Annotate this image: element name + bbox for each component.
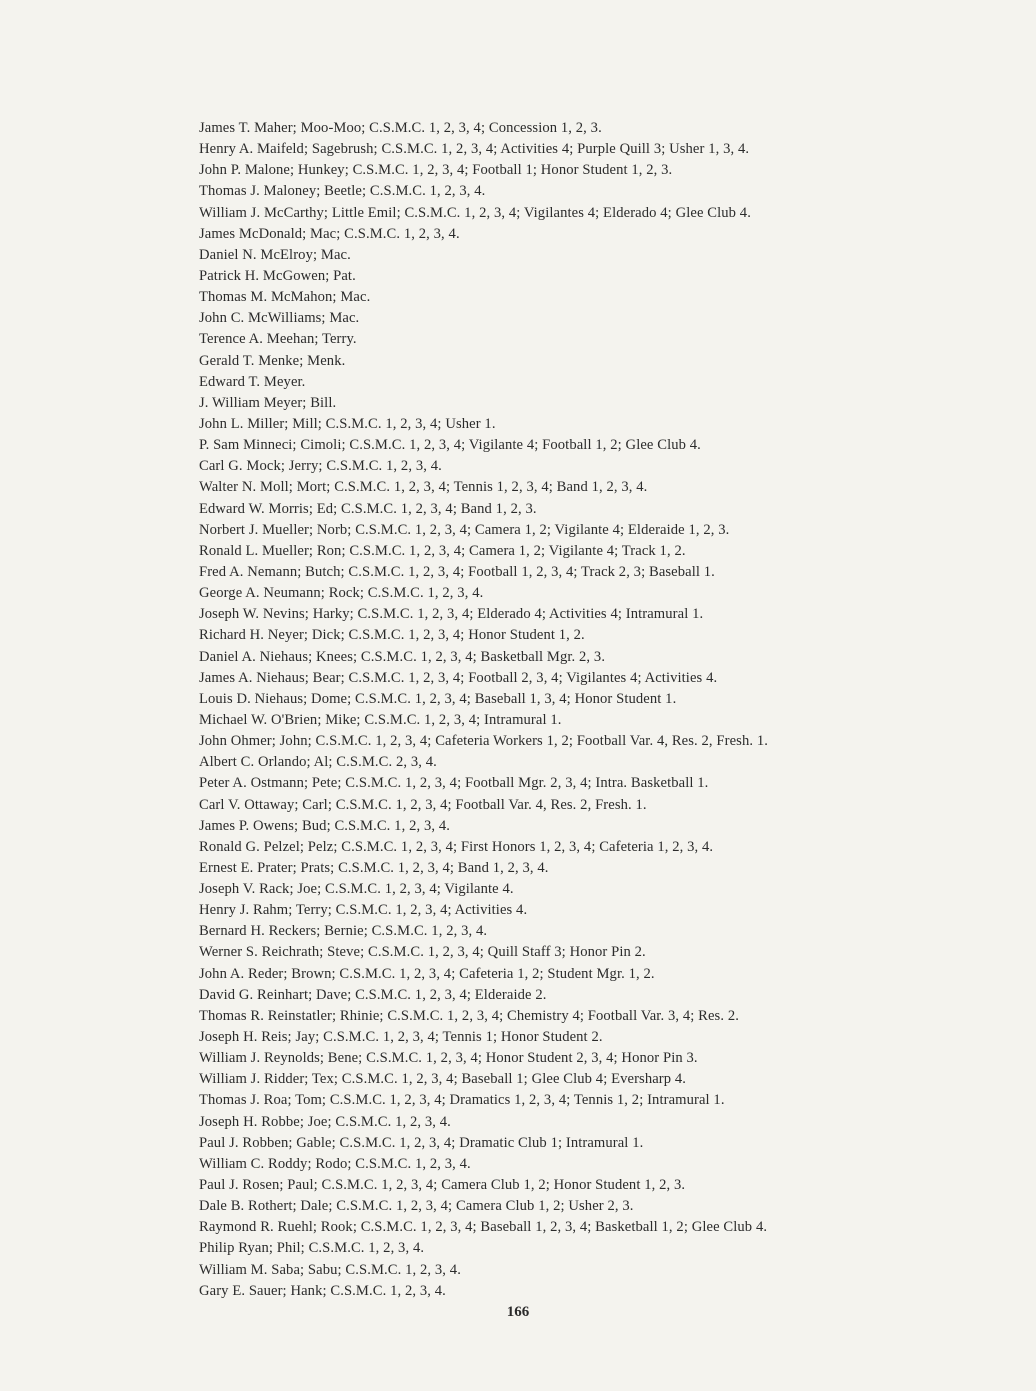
directory-entry: Joseph H. Robbe; Joe; C.S.M.C. 1, 2, 3, 4. [199, 1113, 451, 1130]
directory-entry: Richard H. Neyer; Dick; C.S.M.C. 1, 2, 3, 4; Honor Student 1, 2. [199, 627, 585, 644]
directory-entry: William M. Saba; Sabu; C.S.M.C. 1, 2, 3, 4. [199, 1261, 461, 1278]
directory-entry: Gary E. Sauer; Hank; C.S.M.C. 1, 2, 3, 4. [199, 1282, 446, 1299]
directory-entry: Fred A. Nemann; Butch; C.S.M.C. 1, 2, 3, 4; Football 1, 2, 3, 4; Track 2, 3; Baseball 1. [199, 563, 715, 580]
directory-entry: William J. McCarthy; Little Emil; C.S.M.C. 1, 2, 3, 4; Vigilantes 4; Elderado 4; Glee Club 4. [199, 204, 751, 221]
directory-entry: Louis D. Niehaus; Dome; C.S.M.C. 1, 2, 3, 4; Baseball 1, 3, 4; Honor Student 1. [199, 690, 677, 707]
directory-entry: P. Sam Minneci; Cimoli; C.S.M.C. 1, 2, 3, 4; Vigilante 4; Football 1, 2; Glee Club 4. [199, 437, 701, 454]
directory-entry: Joseph H. Reis; Jay; C.S.M.C. 1, 2, 3, 4; Tennis 1; Honor Student 2. [199, 1029, 603, 1046]
directory-entry: Daniel A. Niehaus; Knees; C.S.M.C. 1, 2, 3, 4; Basketball Mgr. 2, 3. [199, 648, 606, 665]
directory-entry: David G. Reinhart; Dave; C.S.M.C. 1, 2, 3, 4; Elderaide 2. [199, 986, 547, 1003]
directory-entry: Ronald L. Mueller; Ron; C.S.M.C. 1, 2, 3, 4; Camera 1, 2; Vigilante 4; Track 1, 2. [199, 542, 686, 559]
directory-entry: Paul J. Rosen; Paul; C.S.M.C. 1, 2, 3, 4; Camera Club 1, 2; Honor Student 1, 2, 3. [199, 1177, 686, 1194]
directory-entry: George A. Neumann; Rock; C.S.M.C. 1, 2, 3, 4. [199, 585, 484, 602]
directory-entry: Patrick H. McGowen; Pat. [199, 267, 356, 284]
directory-entry: Edward W. Morris; Ed; C.S.M.C. 1, 2, 3, 4; Band 1, 2, 3. [199, 500, 537, 517]
directory-entry: Edward T. Meyer. [199, 373, 306, 390]
directory-entry: Philip Ryan; Phil; C.S.M.C. 1, 2, 3, 4. [199, 1240, 425, 1257]
directory-entry: J. William Meyer; Bill. [199, 394, 337, 411]
directory-entry: Dale B. Rothert; Dale; C.S.M.C. 1, 2, 3, 4; Camera Club 1, 2; Usher 2, 3. [199, 1198, 634, 1215]
directory-entry: James McDonald; Mac; C.S.M.C. 1, 2, 3, 4. [199, 225, 460, 242]
directory-entry: Joseph V. Rack; Joe; C.S.M.C. 1, 2, 3, 4; Vigilante 4. [199, 881, 514, 898]
directory-entry: John Ohmer; John; C.S.M.C. 1, 2, 3, 4; Cafeteria Workers 1, 2; Football Var. 4, Res. 2, Fresh. 1. [199, 733, 769, 750]
senior-directory-list [199, 118, 989, 1302]
directory-entry: Peter A. Ostmann; Pete; C.S.M.C. 1, 2, 3, 4; Football Mgr. 2, 3, 4; Intra. Basketball 1. [199, 775, 709, 792]
directory-entry: Henry J. Rahm; Terry; C.S.M.C. 1, 2, 3, 4; Activities 4. [199, 902, 528, 919]
directory-entry: John C. McWilliams; Mac. [199, 310, 360, 327]
directory-entry: Albert C. Orlando; Al; C.S.M.C. 2, 3, 4. [199, 754, 437, 771]
directory-entry: Joseph W. Nevins; Harky; C.S.M.C. 1, 2, 3, 4; Elderado 4; Activities 4; Intramural 1. [199, 606, 704, 623]
directory-entry: Bernard H. Reckers; Bernie; C.S.M.C. 1, 2, 3, 4. [199, 923, 488, 940]
directory-entry: Carl G. Mock; Jerry; C.S.M.C. 1, 2, 3, 4. [199, 458, 442, 475]
directory-entry: James T. Maher; Moo-Moo; C.S.M.C. 1, 2, 3, 4; Concession 1, 2, 3. [199, 120, 602, 136]
directory-entry: Thomas J. Maloney; Beetle; C.S.M.C. 1, 2, 3, 4. [199, 183, 486, 200]
directory-entry: Ronald G. Pelzel; Pelz; C.S.M.C. 1, 2, 3, 4; First Honors 1, 2, 3, 4; Cafeteria 1, 2, 3, 4. [199, 838, 714, 855]
directory-entry: Michael W. O'Brien; Mike; C.S.M.C. 1, 2, 3, 4; Intramural 1. [199, 711, 562, 728]
directory-entry: Norbert J. Mueller; Norb; C.S.M.C. 1, 2, 3, 4; Camera 1, 2; Vigilante 4; Elderaide 1, 2, 3. [199, 521, 730, 538]
directory-entry: William J. Ridder; Tex; C.S.M.C. 1, 2, 3, 4; Baseball 1; Glee Club 4; Eversharp 4. [199, 1071, 687, 1088]
directory-entry: Werner S. Reichrath; Steve; C.S.M.C. 1, 2, 3, 4; Quill Staff 3; Honor Pin 2. [199, 944, 646, 961]
directory-entry: Raymond R. Ruehl; Rook; C.S.M.C. 1, 2, 3, 4; Baseball 1, 2, 3, 4; Basketball 1, 2; Glee Club 4. [199, 1219, 768, 1236]
directory-entry: William C. Roddy; Rodo; C.S.M.C. 1, 2, 3, 4. [199, 1155, 471, 1172]
directory-entry: Thomas M. McMahon; Mac. [199, 289, 371, 306]
directory-entry: Thomas R. Reinstatler; Rhinie; C.S.M.C. 1, 2, 3, 4; Chemistry 4; Football Var. 3, 4; Res. 2. [199, 1007, 739, 1024]
directory-entry: Terence A. Meehan; Terry. [199, 331, 357, 348]
directory-entry: John P. Malone; Hunkey; C.S.M.C. 1, 2, 3, 4; Football 1; Honor Student 1, 2, 3. [199, 162, 673, 179]
directory-entry: Daniel N. McElroy; Mac. [199, 246, 351, 263]
directory-entry: James A. Niehaus; Bear; C.S.M.C. 1, 2, 3, 4; Football 2, 3, 4; Vigilantes 4; Activities 4. [199, 669, 718, 686]
directory-entry: James P. Owens; Bud; C.S.M.C. 1, 2, 3, 4. [199, 817, 451, 834]
directory-entry: Henry A. Maifeld; Sagebrush; C.S.M.C. 1, 2, 3, 4; Activities 4; Purple Quill 3; Usher 1, 3, 4. [199, 141, 750, 158]
directory-entry: John L. Miller; Mill; C.S.M.C. 1, 2, 3, 4; Usher 1. [199, 415, 496, 432]
directory-entry: Carl V. Ottaway; Carl; C.S.M.C. 1, 2, 3, 4; Football Var. 4, Res. 2, Fresh. 1. [199, 796, 647, 813]
directory-entry: Ernest E. Prater; Prats; C.S.M.C. 1, 2, 3, 4; Band 1, 2, 3, 4. [199, 859, 549, 876]
directory-entry: Thomas J. Roa; Tom; C.S.M.C. 1, 2, 3, 4; Dramatics 1, 2, 3, 4; Tennis 1, 2; Intramural 1. [199, 1092, 725, 1109]
directory-entry: William J. Reynolds; Bene; C.S.M.C. 1, 2, 3, 4; Honor Student 2, 3, 4; Honor Pin 3. [199, 1050, 698, 1067]
directory-entry: Paul J. Robben; Gable; C.S.M.C. 1, 2, 3, 4; Dramatic Club 1; Intramural 1. [199, 1134, 644, 1151]
page-number: 166 [506, 1304, 530, 1320]
directory-entry: John A. Reder; Brown; C.S.M.C. 1, 2, 3, 4; Cafeteria 1, 2; Student Mgr. 1, 2. [199, 965, 655, 982]
directory-entry: Gerald T. Menke; Menk. [199, 352, 346, 369]
directory-entry: Walter N. Moll; Mort; C.S.M.C. 1, 2, 3, 4; Tennis 1, 2, 3, 4; Band 1, 2, 3, 4. [199, 479, 648, 496]
